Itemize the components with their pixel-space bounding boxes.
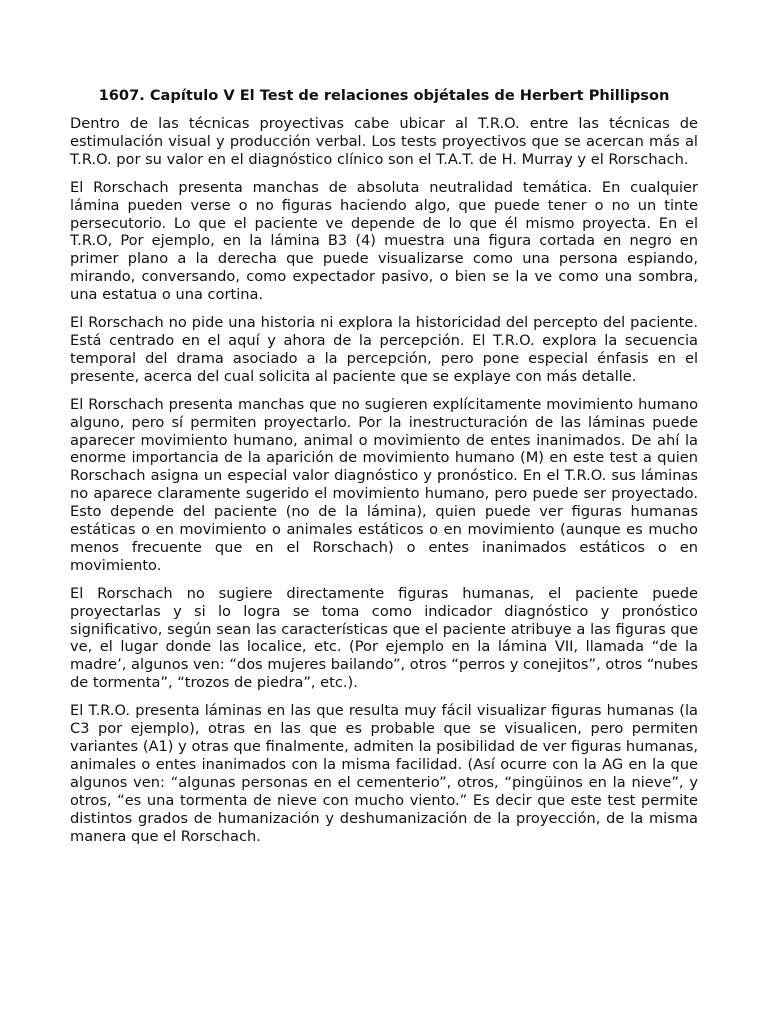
paragraph: Dentro de las técnicas proyectivas cabe ubicar al T.R.O. entre las técnicas de estimulación visual y producción verbal. Los tests proyectivos que se acercan más al T.R.O. por su valor en el diagnóstico clínico son el T.A.T. de H. Murray y el Rorschach. [70,115,698,168]
paragraph: El Rorschach no sugiere directamente figuras humanas, el paciente puede proyectarlas y si lo logra se toma como indicador diagnóstico y pronóstico significativo, según sean las características que el paciente atribuye a las figuras que ve, el lugar donde las localice, etc. (Por ejemplo en la lámina VII, llamada “de la madre’, algunos ven: “dos mujeres bailando”, otros “perros y conejitos”, otros “nubes de tormenta”, “trozos de piedra”, etc.). [70,584,698,692]
paragraph: El Rorschach presenta manchas que no sugieren explícitamente movimiento humano alguno, pero sí permiten proyectarlo. Por la inestructuración de las láminas puede aparecer movimiento humano, animal o movimiento de entes inanimados. De ahí la enorme importancia de la aparición de movimiento humano (M) en este test a quien Rorschach asigna un especial valor diagnóstico y pronóstico. En el T.R.O. sus láminas no aparece claramente sugerido el movimiento humano, pero puede ser proyectado. Esto depende del paciente (no de la lámina), quien puede ver figuras humanas estáticas o en movimiento o animales estáticos o en movimiento (aunque es mucho menos frecuente que en el Rorschach) o entes inanimados estáticos o en movimiento. [70,395,698,574]
paragraph: El T.R.O. presenta láminas en las que resulta muy fácil visualizar figuras humanas (la C3 por ejemplo), otras en las que es probable que se visualicen, pero permiten variantes (A1) y otras que finalmente, admiten la posibilidad de ver figuras humanas, animales o entes inanimados con la misma facilidad. (Así ocurre con la AG en la que algunos ven: “algunas personas en el cementerio”, otros, “pingüinos en la nieve”, y otros, “es una tormenta de nieve con mucho viento.” Es decir que este test permite distintos grados de humanización y deshumanización de la proyección, de la misma manera que el Rorschach. [70,702,698,845]
paragraph: El Rorschach no pide una historia ni explora la historicidad del percepto del paciente. Está centrado en el aquí y ahora de la percepción. El T.R.O. explora la secuencia temporal del drama asociado a la percepción, pero pone especial énfasis en el presente, acerca del cual solicita al paciente que se explaye con más detalle. [70,314,698,385]
paragraph: El Rorschach presenta manchas de absoluta neutralidad temática. En cualquier lámina pueden verse o no figuras haciendo algo, que puede tener o no un tinte persecutorio. Lo que el paciente ve depende de lo que él mismo proyecta. En el T.R.O, Por ejemplo, en la lámina B3 (4) muestra una figura cortada en negro en primer plano a la derecha que puede visualizarse como una persona espiando, mirando, conversando, como expectador pasivo, o bien se la ve como una sombra, una estatua o una cortina. [70,178,698,304]
document-title: 1607. Capítulo V El Test de relaciones objétales de Herbert Phillipson [98,87,670,104]
document-page [70,86,698,855]
